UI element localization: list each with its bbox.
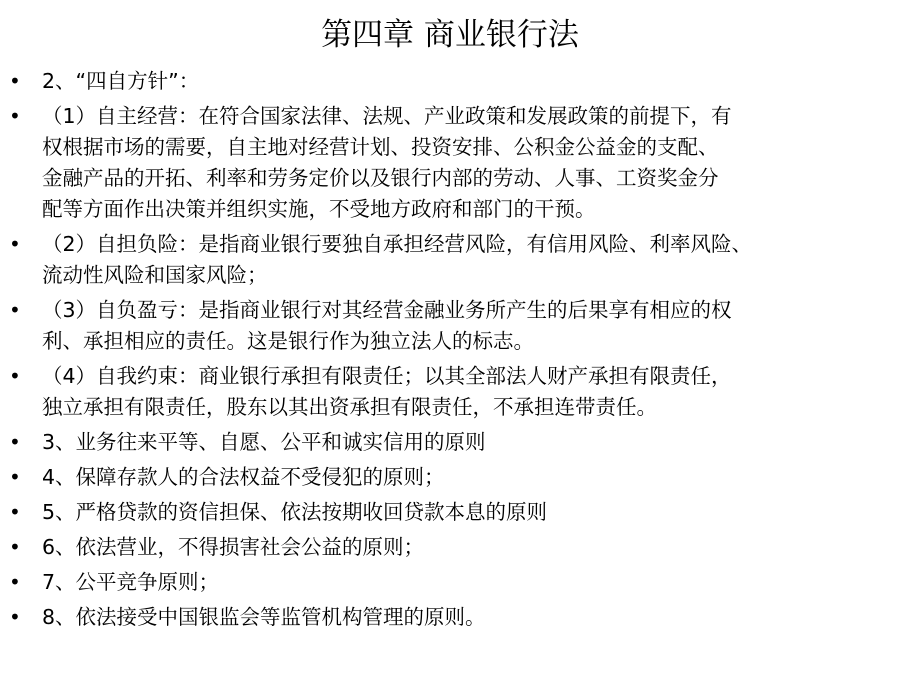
bullet-dot-icon: • (9, 298, 21, 322)
bullet-text: （3）自负盈亏：是指商业银行对其经营金融业务所产生的后果享有相应的权 (42, 298, 732, 322)
bullet-text: 4、保障存款人的合法权益不受侵犯的原则； (42, 465, 445, 489)
bullet-dot-icon: • (9, 104, 21, 128)
bullet-item (0, 462, 900, 493)
bullet-text: （2）自担负险：是指商业银行要独自承担经营风险，有信用风险、利率风险、 (42, 232, 753, 256)
bullet-dot-icon: • (9, 69, 21, 93)
bullet-dot-icon: • (9, 500, 21, 524)
bullet-text: （4）自我约束：商业银行承担有限责任；以其全部法人财产承担有限责任， (42, 364, 732, 388)
bullet-text: 8、依法接受中国银监会等监管机构管理的原则。 (42, 605, 486, 629)
bullet-item (0, 295, 900, 357)
bullet-text: 权根据市场的需要，自主地对经营计划、投资安排、公积金公益金的支配、 (42, 135, 719, 159)
bullet-item (0, 532, 900, 563)
bullet-item (0, 66, 900, 97)
bullet-text: 利、承担相应的责任。这是银行作为独立法人的标志。 (42, 329, 534, 353)
bullet-item (0, 361, 900, 423)
bullet-list (0, 66, 900, 633)
bullet-dot-icon: • (9, 430, 21, 454)
bullet-item (0, 567, 900, 598)
bullet-item (0, 229, 900, 291)
bullet-dot-icon: • (9, 232, 21, 256)
bullet-dot-icon: • (9, 605, 21, 629)
bullet-item (0, 497, 900, 528)
bullet-text: 独立承担有限责任，股东以其出资承担有限责任，不承担连带责任。 (42, 395, 657, 419)
bullet-dot-icon: • (9, 364, 21, 388)
bullet-text: 6、依法营业，不得损害社会公益的原则； (42, 535, 425, 559)
slide-title: 第四章 商业银行法 (321, 17, 579, 53)
bullet-text: 金融产品的开拓、利率和劳务定价以及银行内部的劳动、人事、工资奖金分 (42, 166, 719, 190)
bullet-text: 3、业务往来平等、自愿、公平和诚实信用的原则 (42, 430, 486, 454)
bullet-dot-icon: • (9, 465, 21, 489)
bullet-item (0, 101, 900, 225)
bullet-text: 配等方面作出决策并组织实施，不受地方政府和部门的干预。 (42, 197, 596, 221)
bullet-dot-icon: • (9, 535, 21, 559)
bullet-text: （1）自主经营：在符合国家法律、法规、产业政策和发展政策的前提下，有 (42, 104, 732, 128)
bullet-dot-icon: • (9, 570, 21, 594)
bullet-item (0, 602, 900, 633)
bullet-text: 2、“四自方针”： (42, 69, 200, 93)
bullet-item (0, 427, 900, 458)
bullet-text: 7、公平竞争原则； (42, 570, 220, 594)
bullet-text: 流动性风险和国家风险； (42, 263, 268, 287)
bullet-text: 5、严格贷款的资信担保、依法按期收回贷款本息的原则 (42, 500, 548, 524)
